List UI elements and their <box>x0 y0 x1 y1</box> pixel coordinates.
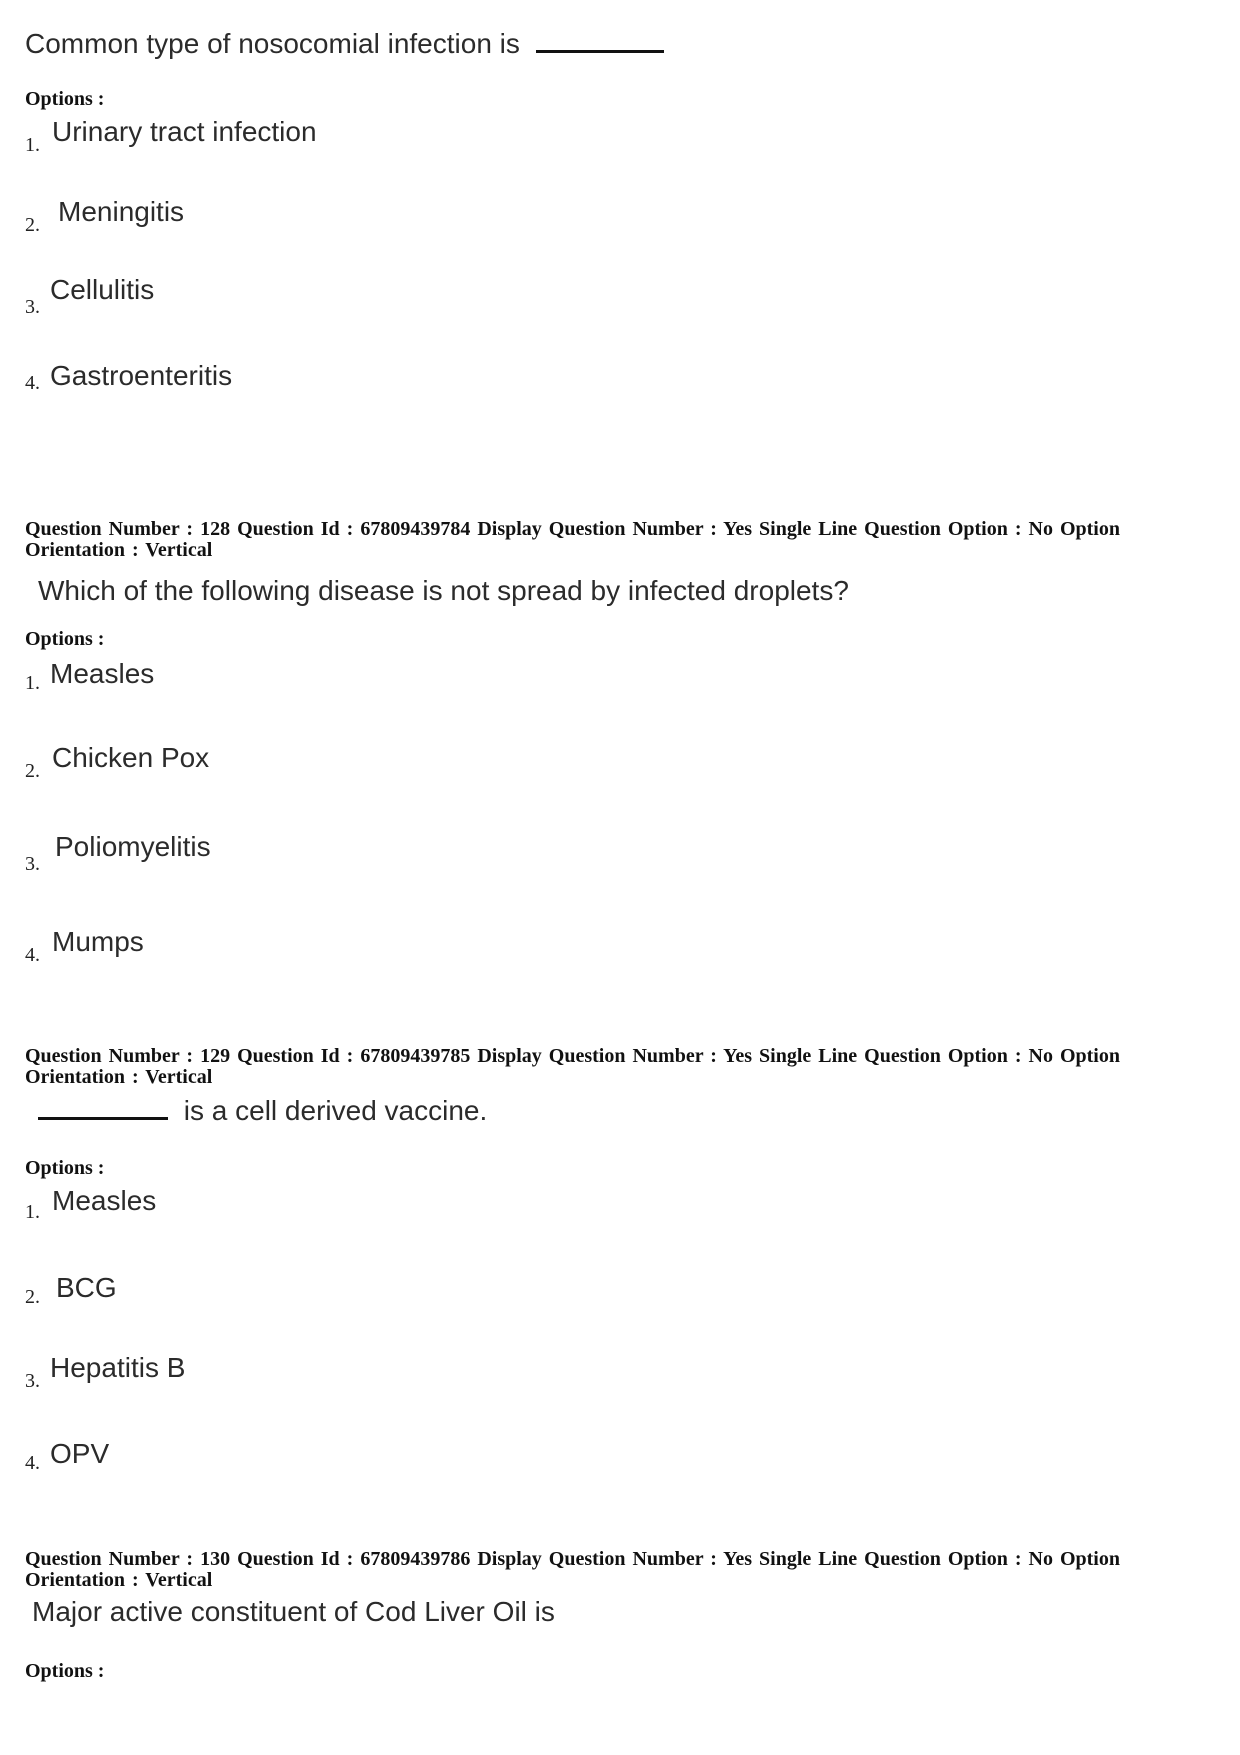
option-text: Meningitis <box>58 196 185 227</box>
option-number: 1. <box>25 1201 40 1223</box>
option-item <box>0 742 600 782</box>
option-text: OPV <box>50 1438 110 1469</box>
options-label: Options : <box>25 628 105 650</box>
option-text: Cellulitis <box>50 274 155 305</box>
option-number: 4. <box>25 944 40 966</box>
option-text: Chicken Pox <box>52 742 210 773</box>
option-number: 3. <box>25 296 40 318</box>
options-label: Options : <box>25 1660 105 1682</box>
option-number: 2. <box>25 760 40 782</box>
question-meta: Question Number : 129 Question Id : 67809439785 Display Question Number : Yes Single Line Question Option : No Option Orientation : Vertical <box>25 1045 1120 1088</box>
options-label: Options : <box>25 1157 105 1179</box>
options-label: Options : <box>25 88 105 110</box>
option-number: 3. <box>25 1370 40 1392</box>
option-item <box>0 926 600 966</box>
option-item <box>0 831 600 875</box>
option-text: Urinary tract infection <box>52 116 317 147</box>
option-number: 1. <box>25 134 40 156</box>
option-number: 3. <box>25 853 40 875</box>
option-item <box>0 658 600 698</box>
question-text: Which of the following disease is not spread by infected droplets? <box>38 575 849 606</box>
question-meta: Question Number : 130 Question Id : 67809439786 Display Question Number : Yes Single Line Question Option : No Option Orientation : Vertical <box>25 1548 1120 1591</box>
option-number: 2. <box>25 1286 40 1308</box>
option-text: Poliomyelitis <box>55 831 211 862</box>
question-text <box>38 1095 487 1127</box>
option-text: Gastroenteritis <box>50 360 233 391</box>
question-text: Major active constituent of Cod Liver Oil is <box>32 1596 555 1627</box>
question-text-content: is a cell derived vaccine. <box>183 1095 488 1126</box>
option-text: Hepatitis B <box>50 1352 186 1383</box>
option-text: Mumps <box>52 926 144 957</box>
answer-blank <box>536 49 664 53</box>
option-item <box>0 1185 600 1225</box>
option-number: 2. <box>25 214 40 236</box>
question-text-content: Common type of nosocomial infection is <box>25 28 520 59</box>
option-number: 4. <box>25 372 40 394</box>
option-item <box>0 116 600 156</box>
option-item <box>0 1352 600 1392</box>
option-item <box>0 196 600 236</box>
option-number: 4. <box>25 1452 40 1474</box>
option-item <box>0 274 600 318</box>
option-item <box>0 1272 600 1312</box>
option-number: 1. <box>25 672 40 694</box>
question-meta: Question Number : 128 Question Id : 67809439784 Display Question Number : Yes Single Line Question Option : No Option Orientation : Vertical <box>25 518 1120 561</box>
question-text <box>25 28 664 60</box>
option-text: BCG <box>56 1272 117 1303</box>
option-item <box>0 360 600 400</box>
option-item <box>0 1438 600 1478</box>
answer-blank <box>38 1116 168 1120</box>
option-text: Measles <box>50 658 155 689</box>
option-text: Measles <box>52 1185 157 1216</box>
